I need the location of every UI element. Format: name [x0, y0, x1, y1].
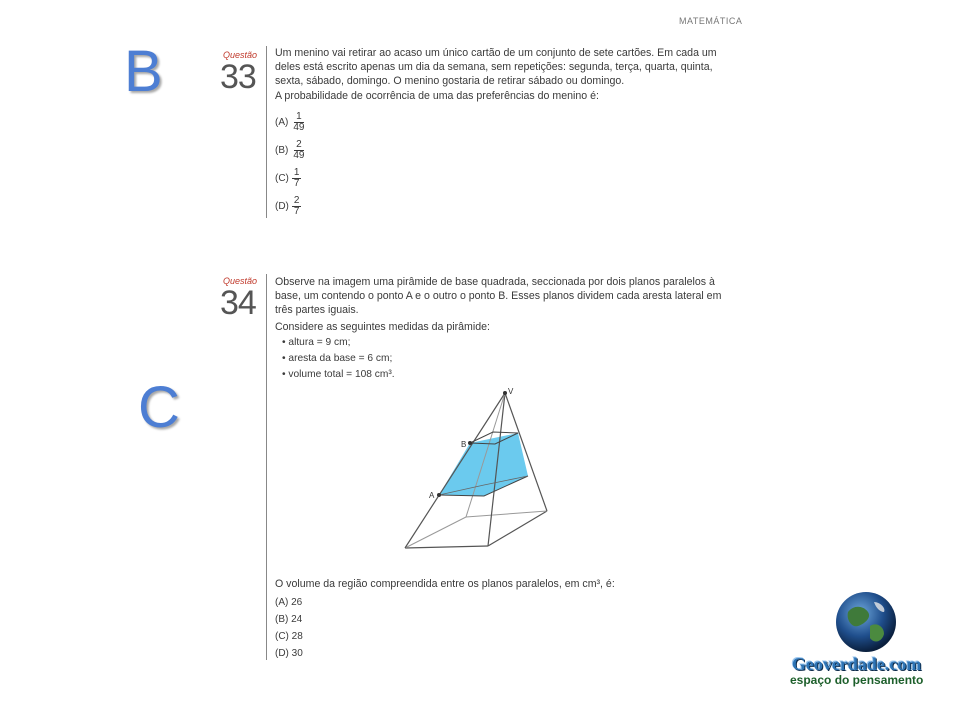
- shaded-region: [439, 433, 528, 496]
- q33-option-d-letter: (D): [275, 201, 289, 212]
- q34-intro: Considere as seguintes medidas da pirâmide:: [275, 320, 490, 333]
- pyramid-figure: [395, 382, 565, 557]
- q33-option-a-num: 1: [296, 111, 302, 122]
- answer-letter-q34: C: [138, 375, 180, 440]
- q34-divider: [266, 274, 267, 660]
- brand-tagline: espaço do pensamento: [790, 673, 924, 687]
- q33-option-c: [275, 168, 301, 189]
- q33-line-2: deles está escrito apenas um dia da semana, sem repetições: segunda, terça, quarta, quinta,: [275, 61, 713, 74]
- q33-number: 33: [220, 58, 256, 96]
- q34-number: 34: [220, 284, 256, 322]
- q34-line-3: três partes iguais.: [275, 304, 359, 317]
- brand-name: Geoverdade.com: [791, 654, 922, 674]
- point-b-dot: [468, 441, 472, 445]
- q34-option-d: (D) 30: [275, 648, 303, 659]
- q33-option-d-num: 2: [293, 195, 300, 206]
- q33-option-b-den: 49: [293, 150, 305, 161]
- q33-statement: [275, 46, 717, 103]
- q34-measure-2: • aresta da base = 6 cm;: [282, 353, 393, 364]
- q34-measure-1-text: altura = 9 cm;: [288, 337, 351, 348]
- point-a-label: A: [429, 491, 435, 500]
- point-a-dot: [437, 493, 441, 497]
- q33-option-a-den: 49: [293, 122, 305, 133]
- answer-letter-q33: B: [124, 39, 163, 104]
- q34-measure-1: • altura = 9 cm;: [282, 337, 351, 348]
- vertex-v-label: V: [508, 387, 514, 396]
- q33-line-1: Um menino vai retirar ao acaso um único cartão de um conjunto de sete cartões. Em cada um: [275, 47, 717, 59]
- q34-measure-2-text: aresta da base = 6 cm;: [288, 353, 393, 364]
- q33-option-c-den: 7: [293, 178, 300, 189]
- q34-measure-3: • volume total = 108 cm³.: [282, 369, 395, 380]
- q33-label: Questão: [223, 50, 258, 60]
- q34-label: Questão: [223, 276, 258, 286]
- q34-line-1: Observe na imagem uma pirâmide de base quadrada, seccionada por dois planos paralelos à: [275, 276, 715, 288]
- q34-option-b: (B) 24: [275, 614, 303, 625]
- q34-option-c: (C) 28: [275, 631, 303, 642]
- q33-option-b: [275, 140, 306, 161]
- vertex-v-dot: [503, 391, 507, 395]
- base-edge-back-hidden: [466, 511, 547, 517]
- q33-line-3: sexta, sábado, domingo. O menino gostaria de retirar sábado ou domingo.: [275, 75, 625, 88]
- q34-option-a: (A) 26: [275, 597, 303, 608]
- q33-divider: [266, 46, 267, 218]
- globe-icon: [834, 590, 898, 654]
- subject-header: MATEMÁTICA: [679, 16, 743, 26]
- q34-statement: [275, 275, 721, 334]
- point-b-label: B: [461, 440, 467, 449]
- q34-measure-3-text: volume total = 108 cm³.: [288, 369, 395, 380]
- q33-option-b-num: 2: [296, 139, 302, 150]
- q33-option-c-letter: (C): [275, 173, 289, 184]
- q33-question: A probabilidade de ocorrência de uma das preferências do menino é:: [275, 89, 599, 102]
- base-edge-left-hidden: [405, 517, 466, 548]
- q34-question: O volume da região compreendida entre os planos paralelos, em cm³, é:: [275, 578, 615, 590]
- q34-line-2: base, um contendo o ponto A e o outro o ponto B. Esses planos dividem cada aresta lateral em: [275, 290, 722, 303]
- brand-block: [790, 654, 923, 687]
- q33-option-a-letter: (A): [275, 117, 289, 128]
- q33-option-a: [275, 112, 306, 133]
- base-edge-right: [488, 511, 547, 546]
- base-edge-front: [405, 546, 488, 548]
- q33-option-d: [275, 196, 301, 217]
- q33-option-c-num: 1: [293, 167, 300, 178]
- q33-option-d-den: 7: [293, 206, 300, 217]
- q33-option-b-letter: (B): [275, 145, 289, 156]
